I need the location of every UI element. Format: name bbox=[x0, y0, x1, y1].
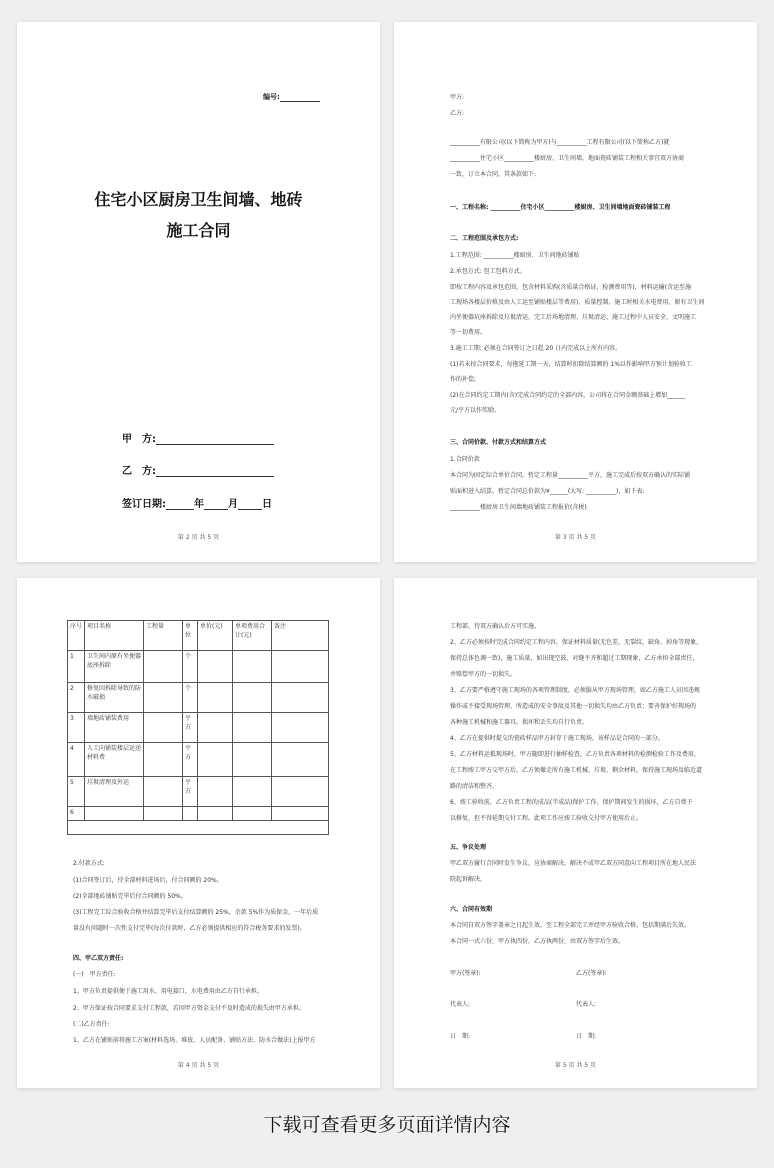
page-contract-terms-2 bbox=[394, 578, 757, 1088]
header-cell: 备注 bbox=[272, 621, 329, 651]
section-heading: 五、争议处理 bbox=[450, 844, 487, 851]
text-line: 即按工程内容及承包范围，包含材料采购(含质量合格证、检测费用等)、材料运输(含运至施 bbox=[450, 284, 692, 291]
header-cell: 项目名称 bbox=[85, 621, 144, 651]
cell-no: 5 bbox=[68, 777, 85, 807]
cell-name: 卫生间内原有坐便器底座拆除 bbox=[85, 651, 144, 683]
page-footer: 第 5 页 共 5 页 bbox=[554, 1062, 597, 1069]
text-line: 3、乙方要严格遵守施工现场的各项管理制度，必须服从甲方现场管理，如乙方施工人员因违规 bbox=[450, 687, 700, 694]
cell-no: 4 bbox=[68, 743, 85, 777]
sign-date-row bbox=[122, 495, 272, 510]
text-line: 保持总体色调一致)，施工质量，如出现空鼓、对缝不齐和超过工期现象，乙方承担全部责任， bbox=[450, 655, 699, 662]
text-line: 一致，订立本合同，其条款如下: bbox=[450, 171, 537, 178]
header-cell: 单项费用合计(元) bbox=[233, 621, 272, 651]
header-cell: 单位 bbox=[183, 621, 198, 651]
text-line: (一) 甲方责任: bbox=[73, 971, 116, 978]
text-line: 并赔偿甲方的一切损失。 bbox=[450, 671, 517, 678]
cell-unit: 平方 bbox=[183, 743, 198, 777]
text-line: 2.承包方式: 包工包料方式。 bbox=[450, 268, 526, 275]
sign-a-label: 甲方(签章): bbox=[450, 970, 481, 977]
text-line: 本合同为固定综合单价合同，暂定工程量__________平方，施工完成后按双方确认的实际铺 bbox=[450, 472, 691, 479]
sign-date-label: 签订日期: bbox=[122, 499, 166, 510]
text-line: 量没有问题时一次性支付完毕(每次付款时，乙方必须提供相应的符合税务要求的发票)。 bbox=[73, 925, 306, 932]
text-line: 工程部，待双方确认后方可实施。 bbox=[450, 623, 541, 630]
page-cover bbox=[17, 22, 380, 562]
text-line: __________楼厨房卫生间墙地砖铺装工程报价(含税) bbox=[450, 504, 587, 511]
table-row bbox=[68, 683, 329, 713]
section-heading: 四、甲乙双方责任: bbox=[73, 955, 124, 962]
text-line: 2、乙方必须按时完成合同约定工程内容，保证材料质量(无色差，无裂纹，缺角、掉角等现象， bbox=[450, 639, 703, 646]
text-line: (1)若未按合同要求，每拖延工期一天，结算时扣除结算额的 1%以作影响甲方预计划验收工 bbox=[450, 361, 692, 368]
text-line: 工现场各楼层价格及由人工运至铺贴楼层等费用)、质量控制、施工时相关水电费用、原有卫生间 bbox=[450, 299, 705, 306]
month-label: 月 bbox=[228, 499, 238, 510]
text-line: 1、甲方负责提供便于施工用水、用电接口，水电费用由乙方自行承担。 bbox=[73, 988, 263, 995]
header-cell: 单价(元) bbox=[198, 621, 233, 651]
cell-unit: 个 bbox=[183, 683, 198, 713]
text-line: 1.工程范围: __________楼厨房、卫生间地砖铺贴 bbox=[450, 252, 580, 259]
table-row bbox=[68, 807, 329, 821]
date-a-label: 日 期: bbox=[450, 1033, 471, 1040]
header-cell: 工程量 bbox=[144, 621, 183, 651]
cell-unit: 平方 bbox=[183, 777, 198, 807]
text-line: 甲乙双方履行合同时发生争议，应协商解决，解决不成甲乙双方同意向工程项目所在地人民法 bbox=[450, 860, 697, 867]
text-line: 元/平方以作奖励。 bbox=[450, 407, 501, 414]
text-line: (1)合同签订后，待全部材料进场后，付合同额的 20%。 bbox=[73, 877, 223, 884]
table-row bbox=[68, 821, 329, 835]
cell-no: 6 bbox=[68, 807, 85, 821]
page-price-table bbox=[17, 578, 380, 1088]
text-line: (2)在合同约定工期内(含)完成合同约定的全部内容，公司将在合同金额基础上增加______ bbox=[450, 392, 686, 399]
rep-a-label: 代表人: bbox=[450, 1001, 471, 1008]
text-line: (二)乙方责任: bbox=[73, 1021, 110, 1028]
section-heading: 二、工程范围及承包方式: bbox=[450, 235, 519, 242]
number-label: 编号: bbox=[263, 93, 280, 101]
page-footer: 第 4 页 共 5 页 bbox=[177, 1062, 220, 1069]
text-line: 贴面积进入结算，暂定合同总价款为¥______(大写: __________)，如下表: bbox=[450, 488, 645, 495]
text-line: (2)全部地砖铺贴完毕后付合同额的 50%。 bbox=[73, 893, 187, 900]
table-header-row bbox=[68, 621, 329, 651]
cover-title-line1: 住宅小区厨房卫生间墙、地砖 bbox=[94, 190, 303, 209]
cell-name: 墙地砖铺装费用 bbox=[85, 713, 144, 743]
section-heading: 一、工程名称: __________住宅小区__________楼厨房、卫生间墙地面瓷砖铺装工程 bbox=[450, 204, 671, 211]
cell-name: 垃圾清理及外运 bbox=[85, 777, 144, 807]
text-line: 以修复，但不得延期交付工程。此项工作应竣工验收交付甲方使用后止。 bbox=[450, 815, 643, 822]
price-table bbox=[67, 620, 329, 835]
header-cell: 序号 bbox=[68, 621, 85, 651]
cell-no: 1 bbox=[68, 651, 85, 683]
download-caption: 下载可查看更多页面详情内容 bbox=[263, 1114, 511, 1136]
party-a-label: 甲 方: bbox=[122, 434, 156, 445]
date-b-label: 日 期: bbox=[576, 1033, 597, 1040]
text-line: 2、甲方保证按合同要求支付工程款，若因甲方资金支付不及时造成的损失由甲方承担。 bbox=[73, 1005, 305, 1012]
day-label: 日 bbox=[262, 499, 272, 510]
text-line: (3)工程完工综合验收合格并结算完毕后支付结算额的 25%，余款 5%作为质保金，一年后质 bbox=[73, 909, 319, 916]
text-line: 1、乙方在铺贴前将施工方案(材料选场、堆放、人员配备、铺贴方法、防水合做法)上报甲方 bbox=[73, 1037, 316, 1044]
text-line: 1.合同价款 bbox=[450, 456, 480, 463]
table-row bbox=[68, 777, 329, 807]
table-row bbox=[68, 651, 329, 683]
table-row bbox=[68, 743, 329, 777]
text-line: 院起诉解决。 bbox=[450, 876, 487, 883]
year-label: 年 bbox=[194, 499, 204, 510]
text-line: 本合同自双方签字盖章之日起生效，至工程全部完工并经甲方验收合格，包括期满后失效。 bbox=[450, 922, 691, 929]
cell-unit: 平方 bbox=[183, 713, 198, 743]
party-b-row bbox=[122, 462, 274, 477]
contract-number bbox=[263, 92, 320, 102]
text-line: 作的补偿; bbox=[450, 376, 477, 383]
rep-b-label: 代表人: bbox=[576, 1001, 597, 1008]
cell-unit: 个 bbox=[183, 651, 198, 683]
text-line: 各种施工机械和施工器具，损坏和丢失均自行负责。 bbox=[450, 719, 589, 726]
text-line: 本合同一式六份，甲方执四份，乙方执两份，由双方签字后生效。 bbox=[450, 938, 625, 945]
cover-title-line2: 施工合同 bbox=[166, 221, 231, 240]
text-line: 在工程竣工甲方交甲方后，乙方须撤走所有施工机械、垃圾、剩余材料，保持施工现场及临近道 bbox=[450, 767, 703, 774]
text-line: 等一切费用。 bbox=[450, 329, 487, 336]
text-line: 5、乙方材料运抵现场时，甲方随即进行抽样检查，乙方负责各项材料的检测检验工作及费用， bbox=[450, 751, 700, 758]
text-line: 甲方: bbox=[450, 94, 465, 101]
cell-no: 3 bbox=[68, 713, 85, 743]
cell-name: 人工向铺装楼层运送材料费 bbox=[85, 743, 144, 777]
cell-no: 2 bbox=[68, 683, 85, 713]
party-a-row bbox=[122, 430, 274, 445]
page-footer: 第 3 页 共 5 页 bbox=[554, 534, 597, 541]
text-line: 6、竣工验收前，乙方负责工程的成品(半成品)保护工作。保护期间发生的损坏，乙方自费予 bbox=[450, 799, 693, 806]
text-line: 3.施工工期: 必须在合同签订之日起 20 日内完成以上所有内容。 bbox=[450, 345, 622, 352]
text-line: __________有限公司(以下简称为甲方)与__________工程有限公司(以下简称乙方)就 bbox=[450, 139, 670, 146]
text-line: 乙方: bbox=[450, 110, 465, 117]
text-line: 4、乙方在提供时提交的瓷砖样品甲方封存于施工现场，该样品是合同的一部分。 bbox=[450, 735, 664, 742]
text-line: 路的清洁和整齐。 bbox=[450, 783, 499, 790]
page-footer: 第 2 页 共 5 页 bbox=[177, 534, 220, 541]
text-line: 2.付款方式: bbox=[73, 860, 105, 867]
text-line: 内坐便器坑座拆除及垃圾清运、完工后场地清理、垃圾清运、施工过程中人员安全、文明施工 bbox=[450, 314, 697, 321]
section-heading: 三、合同价款、付款方式和结算方式 bbox=[450, 439, 547, 446]
text-line: 操作或不接受现场管理，所造成的安全事故及其他一切损失均由乙方负责；要善保护好现场的 bbox=[450, 703, 697, 710]
party-b-label: 乙 方: bbox=[122, 466, 156, 477]
table-row bbox=[68, 713, 329, 743]
text-line: __________住宅小区__________楼厨房、卫生间墙、地面瓷砖铺装工程相关事宜双方协商 bbox=[450, 155, 685, 162]
section-heading: 六、合同有效期 bbox=[450, 906, 493, 913]
page-contract-terms-1 bbox=[394, 22, 757, 562]
sign-b-label: 乙方(签章): bbox=[576, 970, 607, 977]
cell-name: 修复因拆除导致的防水破损 bbox=[85, 683, 144, 713]
